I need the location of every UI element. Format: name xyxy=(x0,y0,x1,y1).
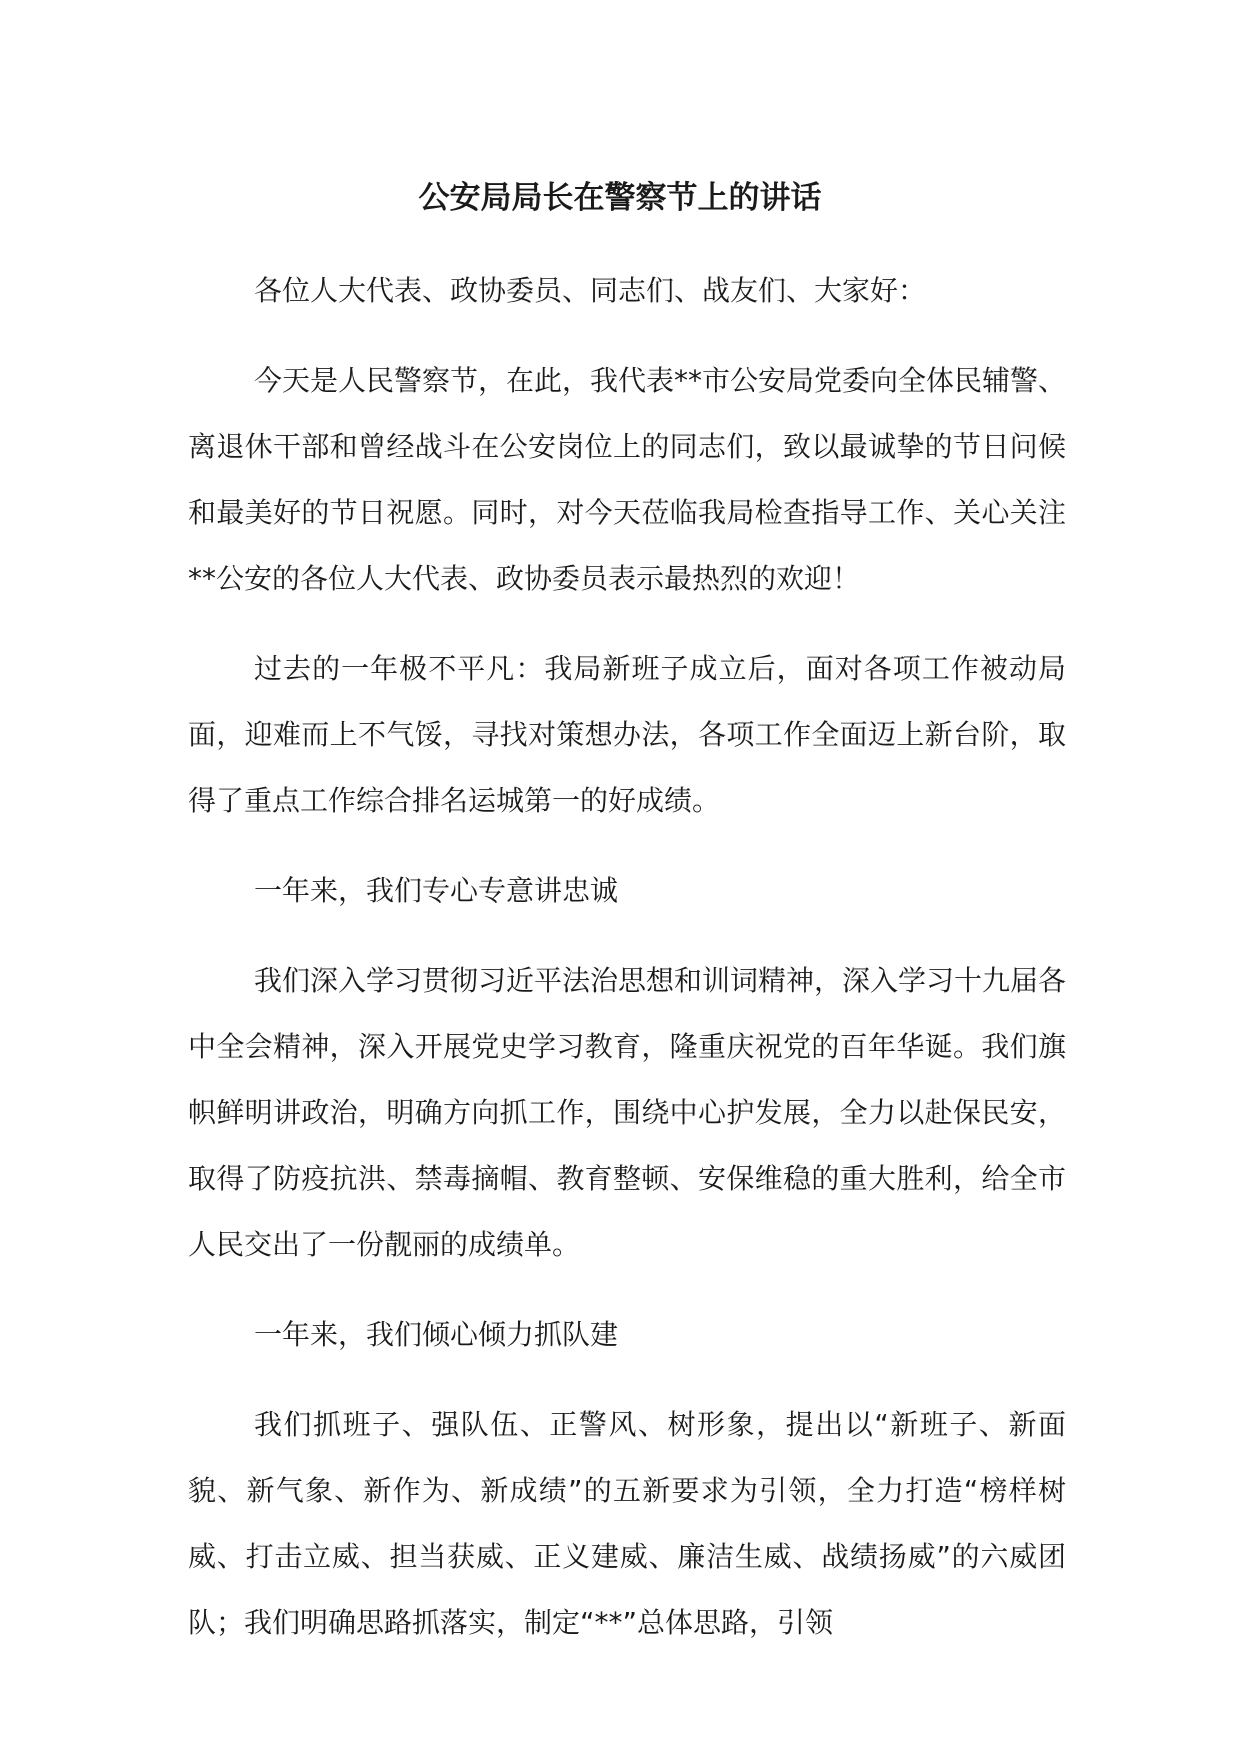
team-building-paragraph: 我们抓班子、强队伍、正警风、树形象，提出以“新班子、新面貌、新气象、新作为、新成绩”的五新要求为引领，全力打造“榜样树威、打击立威、担当获威、正义建威、廉洁生威、战绩扬威”的六威团队；我们明确思路抓落实，制定“**”总体思路，引领 xyxy=(188,1408,1066,1639)
document-body xyxy=(188,258,1066,1680)
loyalty-paragraph: 我们深入学习贯彻习近平法治思想和训词精神，深入学习十九届各中全会精神，深入开展党史学习教育，隆重庆祝党的百年华诞。我们旗帜鲜明讲政治，明确方向抓工作，围绕中心护发展，全力以赴保民安，取得了防疫抗洪、禁毒摘帽、教育整顿、安保维稳的重大胜利，给全市人民交出了一份靓丽的成绩单。 xyxy=(188,964,1067,1261)
section-heading-team-building: 一年来，我们倾心倾力抓队建 xyxy=(254,1318,619,1351)
review-paragraph: 过去的一年极不平凡：我局新班子成立后，面对各项工作被动局面，迎难而上不气馁，寻找对策想办法，各项工作全面迈上新台阶，取得了重点工作综合排名运城第一的好成绩。 xyxy=(188,652,1066,817)
salutation-paragraph: 各位人大代表、政协委员、同志们、战友们、大家好： xyxy=(254,274,927,307)
section-heading-loyalty: 一年来，我们专心专意讲忠诚 xyxy=(254,874,619,907)
greeting-paragraph: 今天是人民警察节，在此，我代表**市公安局党委向全体民辅警、离退休干部和曾经战斗在公安岗位上的同志们，致以最诚挚的节日问候和最美好的节日祝愿。同时，对今天莅临我局检查指导工作、关心关注**公安的各位人大代表、政协委员表示最热烈的欢迎！ xyxy=(188,364,1067,595)
document-title: 公安局局长在警察节上的讲话 xyxy=(418,180,822,216)
